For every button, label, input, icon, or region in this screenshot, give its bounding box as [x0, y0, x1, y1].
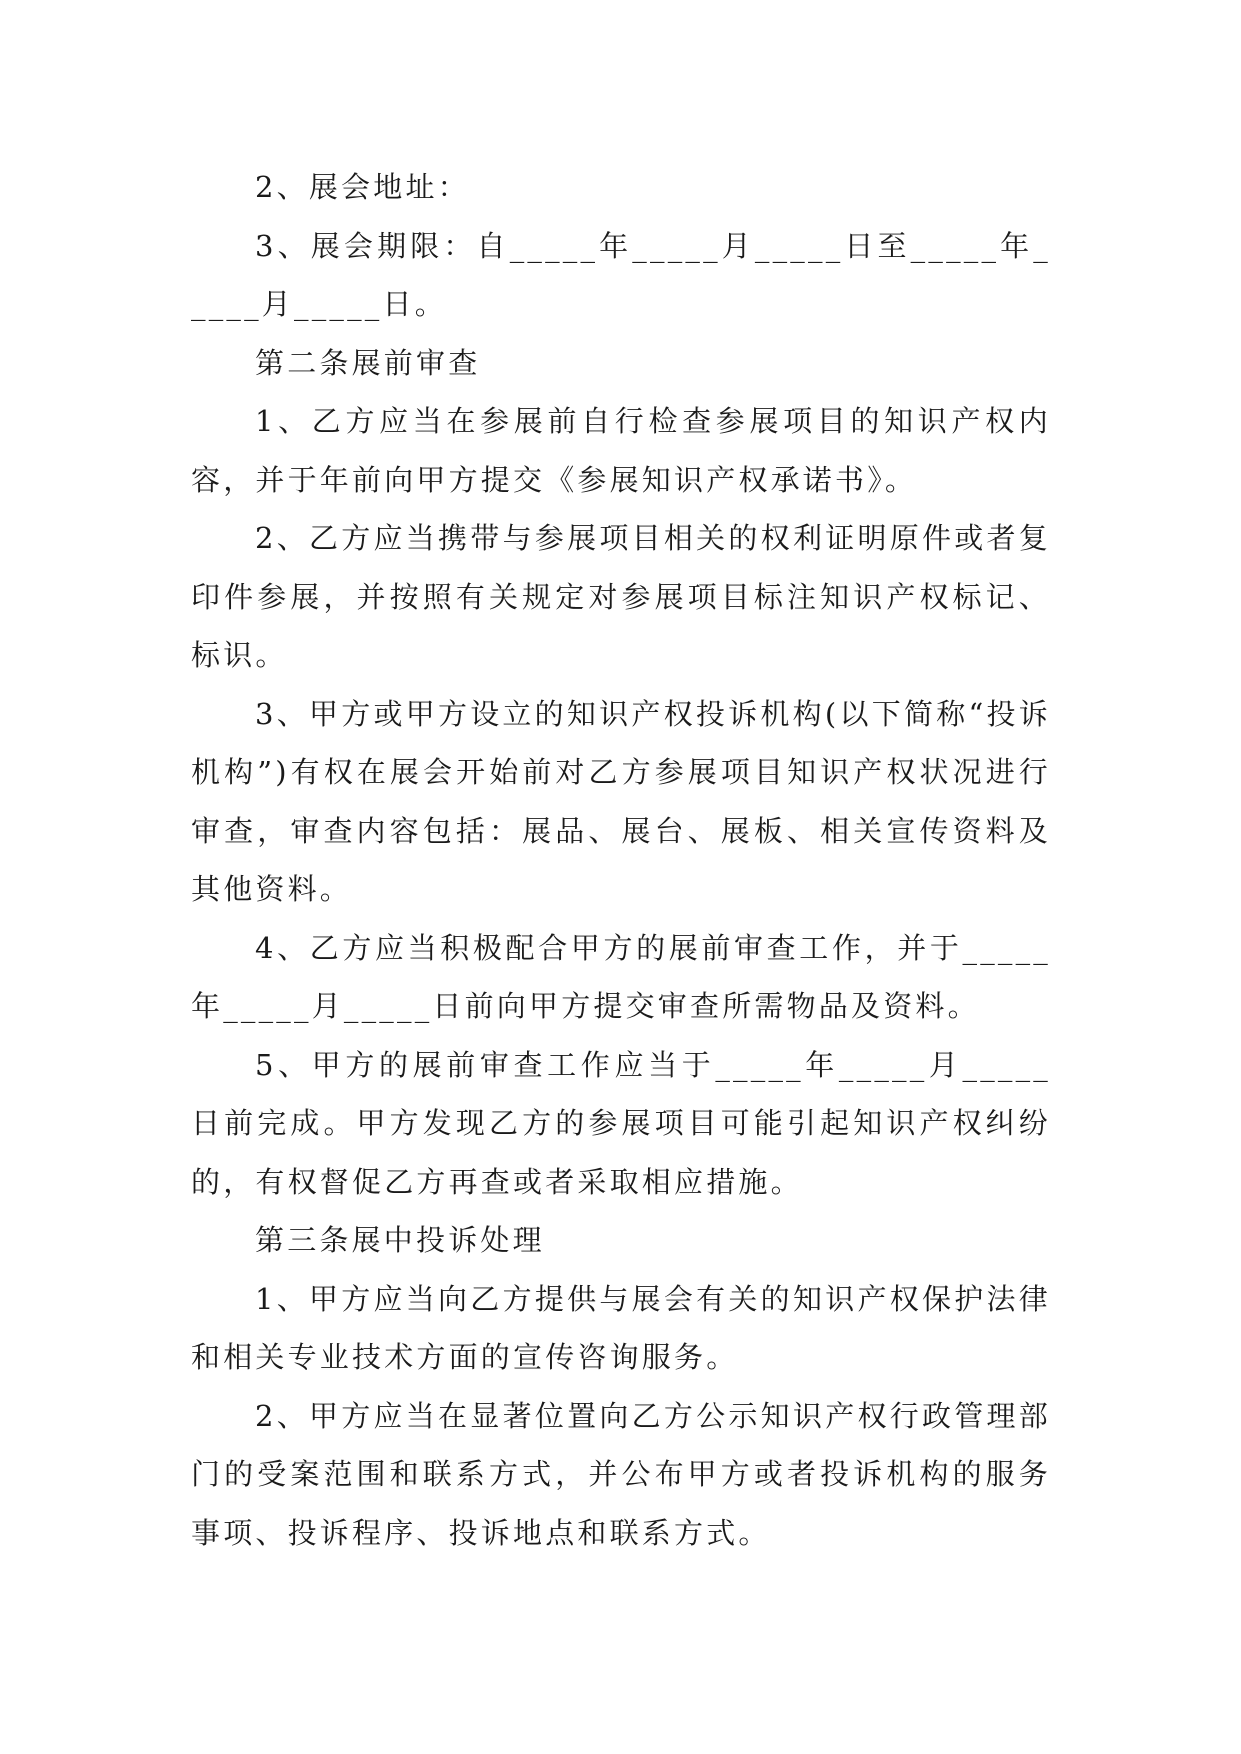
- paragraph-exhibition-address: 2、展会地址：: [255, 170, 470, 204]
- section-heading-pre-exhibition-review: 第二条展前审查: [255, 345, 481, 380]
- paragraph-complaint-item-2: 2、甲方应当在显著位置向乙方公示知识产权行政管理部门的受案范围和联系方式，并公布甲方或者投诉机构的服务事项、投诉程序、投诉地点和联系方式。: [191, 1398, 1051, 1550]
- paragraph-review-item-4: 4、乙方应当积极配合甲方的展前审查工作，并于_____年_____月_____日前向甲方提交审查所需物品及资料。: [191, 930, 1051, 1023]
- section-heading-complaint-handling: 第三条展中投诉处理: [255, 1223, 545, 1257]
- paragraph-review-item-5: 5、甲方的展前审查工作应当于_____年_____月_____日前完成。甲方发现乙方的参展项目可能引起知识产权纠纷的，有权督促乙方再查或者采取相应措施。: [191, 1047, 1051, 1199]
- paragraph-exhibition-period: 3、展会期限：自_____年_____月_____日至_____年_____月_____日。: [191, 228, 1051, 321]
- document-body: [191, 158, 1051, 1562]
- paragraph-complaint-item-1: 1、甲方应当向乙方提供与展会有关的知识产权保护法律和相关专业技术方面的宣传咨询服务。: [191, 1281, 1051, 1374]
- paragraph-review-item-2: 2、乙方应当携带与参展项目相关的权利证明原件或者复印件参展，并按照有关规定对参展项目标注知识产权标记、标识。: [191, 521, 1051, 672]
- paragraph-review-item-3: 3、甲方或甲方设立的知识产权投诉机构(以下简称“投诉机构”)有权在展会开始前对乙方参展项目知识产权状况进行审查，审查内容包括：展品、展台、展板、相关宣传资料及其他资料。: [191, 696, 1051, 906]
- paragraph-review-item-1: 1、乙方应当在参展前自行检查参展项目的知识产权内容，并于年前向甲方提交《参展知识产权承诺书》。: [191, 404, 1051, 497]
